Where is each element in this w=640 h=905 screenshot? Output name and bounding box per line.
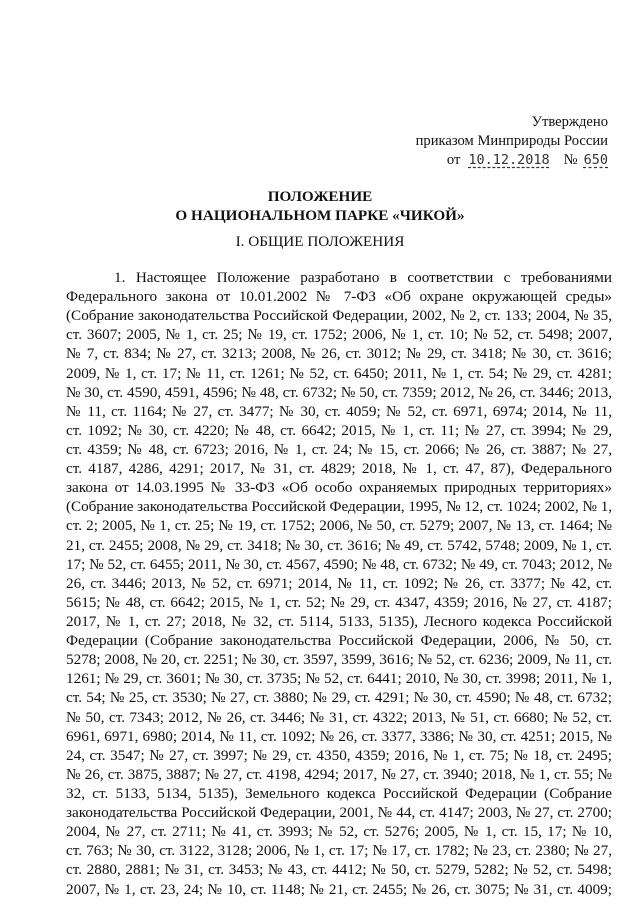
paragraph-line: ст. 4359; № 48, ст. 6723; 2016, № 1, ст. 24; № 15, ст. 2066; № 26, ст. 3887; № 27, <box>66 440 612 458</box>
paragraph-line: 5278; 2008, № 20, ст. 2251; № 30, ст. 3597, 3599, 3616; № 52, ст. 6236; 2009, № 11, ст. <box>66 651 612 669</box>
paragraph-line: 21, ст. 2455; 2008, № 29, ст. 3418; № 30, ст. 3616; № 49, ст. 5742, 5748; 2009, № 1, ст. <box>66 536 612 554</box>
paragraph-line: ст. 763; № 30, ст. 3122, 3128; 2006, № 1, ст. 17; № 17, ст. 1782; № 23, ст. 2380; № 27, <box>66 842 612 860</box>
paragraph-line: Федерации (Собрание законодательства Российской Федерации, 2006, № 50, ст. <box>66 632 612 650</box>
paragraph-line: 24, ст. 3547; № 27, ст. 3997; № 29, ст. 4350, 4359; 2016, № 1, ст. 75; № 18, ст. 2495; <box>66 746 612 764</box>
number-prefix: № <box>563 152 578 168</box>
title-line-2: О НАЦИОНАЛЬНОМ ПАРКЕ «ЧИКОЙ» <box>175 207 465 224</box>
paragraph-line: 26, ст. 3446; 2013, № 52, ст. 6971; 2014, № 11, ст. 1092; № 26, ст. 3377; № 42, ст. <box>66 574 612 592</box>
paragraph-line: 1261; № 29, ст. 3601; № 30, ст. 3735; № 52, ст. 6441; 2010, № 30, ст. 3998; 2011, № 1, <box>66 670 612 688</box>
paragraph-line: 5615; № 48, ст. 6642; 2015, № 1, ст. 52; № 29, ст. 4347, 4359; 2016, № 27, ст. 4187; <box>66 593 612 611</box>
paragraph-line: 2007, № 1, ст. 23, 24; № 10, ст. 1148; № 21, ст. 2455; № 26, ст. 3075; № 31, ст. 4009; <box>66 880 612 898</box>
paragraph-line: закона от 14.03.1995 № 33-ФЗ «Об особо охраняемых природных территориях» <box>66 479 612 497</box>
paragraph-line: ст. 2; 2005, № 1, ст. 25; № 19, ст. 1752; 2006, № 50, ст. 5279; 2007, № 13, ст. 1464; № <box>66 517 612 535</box>
paragraph-line: 6961, 6971, 6980; 2014, № 11, ст. 1092; № 26, ст. 3377, 3386; № 30, ст. 4251; 2015, № <box>66 727 612 745</box>
paragraph-line: ст. 3607; 2005, № 1, ст. 25; № 19, ст. 1752; 2006, № 1, ст. 10; № 52, ст. 5498; 2007, <box>66 326 612 344</box>
paragraph-line: 2009, № 1, ст. 17; № 11, ст. 1261; № 52, ст. 6450; 2011, № 1, ст. 54; № 29, ст. 4281; <box>66 364 612 382</box>
paragraph-body <box>66 268 612 899</box>
approval-line-approved: Утверждено <box>531 114 608 130</box>
paragraph-line: ст. 4187, 4286, 4291; 2017, № 31, ст. 4829; 2018, № 1, ст. 47, 87), Федерального <box>66 460 612 478</box>
paragraph-line: 2004, № 27, ст. 2711; № 41, ст. 3993; № 52, ст. 5276; 2005, № 1, ст. 15, 17; № 10, <box>66 823 612 841</box>
paragraph-line: № 7, ст. 834; № 27, ст. 3213; 2008, № 26, ст. 3012; № 29, ст. 3418; № 30, ст. 3616; <box>66 345 612 363</box>
paragraph-line: 1. Настоящее Положение разработано в соответствии с требованиями <box>114 269 612 286</box>
paragraph-line: № 30, ст. 4590, 4591, 4596; № 48, ст. 6732; № 50, ст. 7359; 2012, № 26, ст. 3446; 2013, <box>66 383 612 401</box>
approval-line-order: приказом Минприроды России <box>415 133 608 149</box>
title-line-1: ПОЛОЖЕНИЕ <box>267 188 373 205</box>
section-heading: I. ОБЩИЕ ПОЛОЖЕНИЯ <box>235 233 405 250</box>
approval-line-date-number <box>380 151 608 170</box>
paragraph-line: 32, ст. 5133, 5134, 5135), Земельного кодекса Российской Федерации (Собрание <box>66 784 612 802</box>
paragraph-line: № 26, ст. 3875, 3887; № 27, ст. 4198, 4294; 2017, № 27, ст. 3940; 2018, № 1, ст. 55; № <box>66 765 612 783</box>
paragraph-line: № 11, ст. 1164; № 27, ст. 3477; № 30, ст. 4059; № 52, ст. 6971, 6974; 2014, № 11, <box>66 402 612 420</box>
paragraph-line: (Собрание законодательства Российской Федерации, 2002, № 2, ст. 133; 2004, № 35, <box>66 307 612 325</box>
paragraph-line: ст. 1092; № 30, ст. 4220; № 48, ст. 6642; 2015, № 1, ст. 11; № 27, ст. 3994; № 29, <box>66 421 612 439</box>
order-number: 650 <box>583 152 608 168</box>
document-title <box>0 187 640 225</box>
paragraph-line: (Собрание законодательства Российской Федерации, 1995, № 12, ст. 1024; 2002, № 1, <box>66 498 612 516</box>
paragraph-line: Федерального закона от 10.01.2002 № 7-ФЗ «Об охране окружающей среды» <box>66 288 612 306</box>
paragraph-line: № 50, ст. 7343; 2012, № 26, ст. 3446; № 31, ст. 4322; 2013, № 51, ст. 6680; № 52, ст. <box>66 708 612 726</box>
paragraph-line: ст. 2880, 2881; № 31, ст. 3453; № 43, ст. 4412; № 50, ст. 5279, 5282; № 52, ст. 5498; <box>66 861 612 879</box>
paragraph-line: 2017, № 1, ст. 27; 2018, № 32, ст. 5114, 5133, 5135), Лесного кодекса Российской <box>66 612 612 630</box>
order-date: 10.12.2018 <box>468 152 550 168</box>
paragraph-line: законодательства Российской Федерации, 2001, № 44, ст. 4147; 2003, № 27, ст. 2700; <box>66 804 612 822</box>
paragraph-line: 17; № 52, ст. 6455; 2011, № 30, ст. 4567, 4590; № 48, ст. 6732; № 49, ст. 7043; 2012, № <box>66 555 612 573</box>
date-prefix: от <box>446 152 461 168</box>
paragraph-line: ст. 54; № 25, ст. 3530; № 27, ст. 3880; № 29, ст. 4291; № 30, ст. 4590; № 48, ст. 6732; <box>66 689 612 707</box>
approval-stamp <box>380 113 608 170</box>
